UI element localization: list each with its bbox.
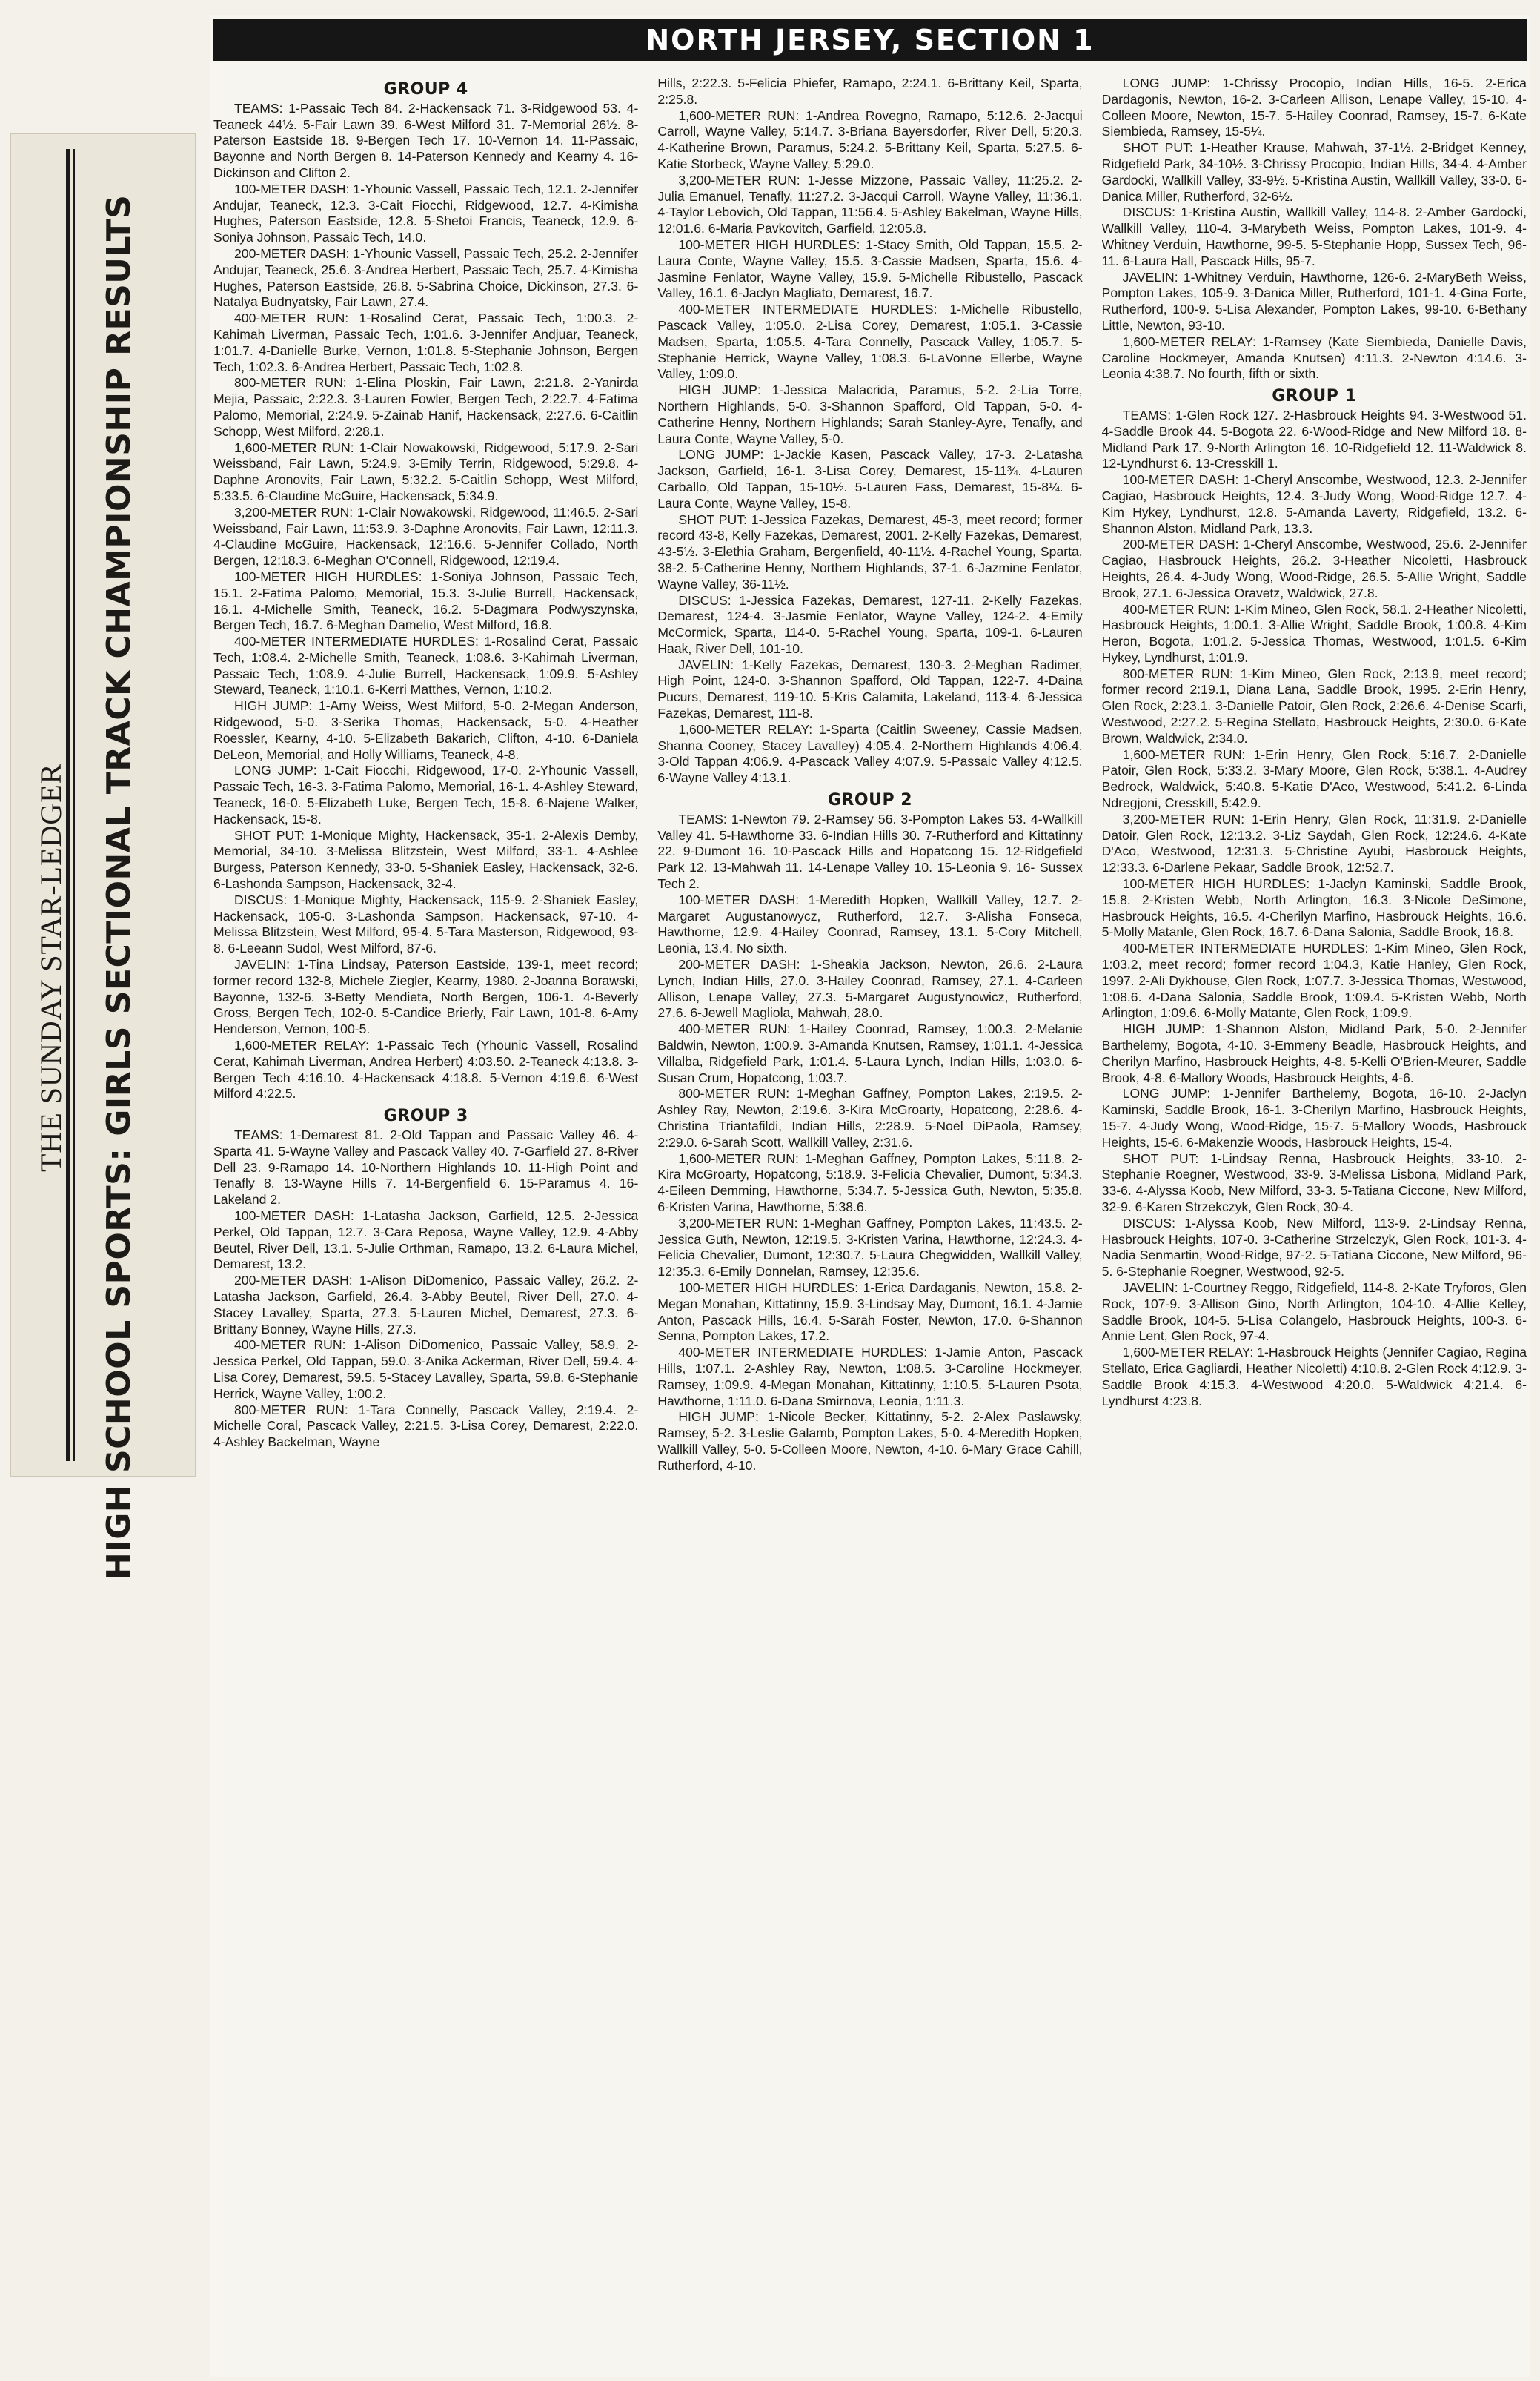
results-paragraph: HIGH JUMP: 1-Amy Weiss, West Milford, 5-0. 2-Megan Anderson, Ridgewood, 5-0. 3-Serika Thomas, Hackensack, 5-0. 4-Heather Roessler, Kearny, 4-10. 5-Elizabeth Bakarich, Clifton, 4-10. 6-Daniela DeLeon, Memorial, and Holly Williams, Teaneck, 4-8. <box>213 698 639 762</box>
section-banner: NORTH JERSEY, SECTION 1 <box>213 19 1527 61</box>
results-paragraph: 100-METER HIGH HURDLES: 1-Erica Dardaganis, Newton, 15.8. 2-Megan Monahan, Kittatinny, 15.9. 3-Lindsay May, Dumont, 16.1. 4-Jamie Anton, Pascack Hills, 16.4. 5-Sarah Foster, Newton, 17.0. 6-Shannon Senna, Pompton Lakes, 17.2. <box>657 1279 1083 1344</box>
results-paragraph: 1,600-METER RELAY: 1-Passaic Tech (Yhounic Vassell, Rosalind Cerat, Kahimah Liverman, Andrea Herbert) 4:03.50. 2-Teaneck 4:13.8. 3-Bergen Tech 4:16.10. 4-Hackensack 4:18.8. 5-Vernon 4:19.6. 6-West Milford 4:22.5. <box>213 1038 639 1102</box>
results-paragraph: 1,600-METER RUN: 1-Andrea Rovegno, Ramapo, 5:12.6. 2-Jacqui Carroll, Wayne Valley, 5:14.7. 3-Briana Bayersdorfer, River Dell, 5:20.3. 4-Katherine Brown, Paramus, 5:24.2. 5-Brittany Keil, Sparta, 5:27.5. 6-Katie Storbeck, Wayne Valley, 5:29.0. <box>657 107 1083 171</box>
results-paragraph: 400-METER INTERMEDIATE HURDLES: 1-Michelle Ribustello, Pascack Valley, 1:05.0. 2-Lisa Corey, Demarest, 1:05.1. 3-Cassie Madsen, Sparta, 1:05.5. 4-Tara Connelly, Pascack Valley, 1:05.7. 5-Stephanie Herrick, Wayne Valley, 1:08.3. 6-LaVonne Ellerbe, Wayne Valley, 1:09.0. <box>657 302 1083 382</box>
results-paragraph: 1,600-METER RUN: 1-Clair Nowakowski, Ridgewood, 5:17.9. 2-Sari Weissband, Fair Lawn, 5:24.9. 3-Emily Terrin, Ridgewood, 5:29.8. 4-Daphne Aronovits, Fair Lawn, 5:32.2. 5-Caitlin Schopp, West Milford, 5:33.5. 6-Claudine McGuire, Hackensack, 5:34.9. <box>213 440 639 503</box>
results-paragraph: 200-METER DASH: 1-Cheryl Anscombe, Westwood, 25.6. 2-Jennifer Cagiao, Hasbrouck Heights, 26.2. 3-Heather Nicoletti, Hasbrouck Heights, 26.4. 4-Judy Wong, Wood-Ridge, 26.5. 5-Allie Wright, Saddle Brook, 27.1. 6-Jessica Oravetz, Waldwick, 27.8. <box>1101 537 1527 600</box>
results-paragraph: TEAMS: 1-Demarest 81. 2-Old Tappan and Passaic Valley 46. 4-Sparta 41. 5-Wayne Valley and Pascack Valley 40. 7-Garfield 27. 8-River Dell 23. 9-Ramapo 14. 10-Northern Highlands 10. 11-High Point and Tenafly 8. 13-Wayne Hills 7. 14-Bergenfield 6. 15-Paramus 4. 16-Lakeland 2. <box>213 1127 639 1208</box>
results-paragraph: TEAMS: 1-Newton 79. 2-Ramsey 56. 3-Pompton Lakes 53. 4-Wallkill Valley 41. 5-Hawthorne 33. 6-Indian Hills 30. 7-Rutherford and Kittatinny 22. 9-Dumont 16. 10-Pascack Hills and Hopatcong 15. 12-Ridgefield Park 12. 13-Mahwah 11. 14-Lenape Valley 10. 15-Leonia 9. 16- Sussex Tech 2. <box>657 811 1083 892</box>
column-1 <box>213 76 638 2371</box>
results-paragraph: 1,600-METER RELAY: 1-Hasbrouck Heights (Jennifer Cagiao, Regina Stellato, Erica Gagliardi, Heather Nicoletti) 4:10.8. 2-Glen Rock 4:12.9. 3-Saddle Brook 4:15.3. 4-Westwood 4:20.0. 5-Waldwick 4:21.4. 6-Lyndhurst 4:23.8. <box>1101 1345 1527 1408</box>
results-paragraph: 200-METER DASH: 1-Sheakia Jackson, Newton, 26.6. 2-Laura Lynch, Indian Hills, 27.0. 3-Hailey Coonrad, Ramsey, 27.1. 4-Carleen Allison, Lenape Valley, 27.3. 5-Margaret Augustynowicz, Rutherford, 27.6. 6-Jewell Magliola, Mahwah, 28.0. <box>657 957 1083 1021</box>
results-paragraph: 400-METER INTERMEDIATE HURDLES: 1-Kim Mineo, Glen Rock, 1:03.2, meet record; former record 1:04.3, Katie Hanley, Glen Rock, 1997. 2-Ali Dykhouse, Glen Rock, 1:07.7. 3-Jessica Thomas, Westwood, 1:08.6. 4-Dana Salonia, Saddle Brook, 1:09.4. 5-Kristen Webb, North Arlington, 1:09.6. 6-Molly Matante, Glen Rock, 1:09.9. <box>1101 941 1527 1021</box>
group-2-heading: GROUP 2 <box>827 791 913 810</box>
results-paragraph: LONG JUMP: 1-Jennifer Barthelemy, Bogota, 16-10. 2-Jaclyn Kaminski, Saddle Brook, 16-1. 3-Cherilyn Marfino, Hasbrouck Heights, 15-7. 4-Judy Wong, Wood-Ridge, 15-7. 5-Mallory Woods, Hasbrouck Heights, 15-6. 6-Makenzie Woods, Hasbrouck Heights, 15-4. <box>1101 1086 1527 1150</box>
group-3-heading: GROUP 3 <box>383 1107 468 1126</box>
results-paragraph: SHOT PUT: 1-Heather Krause, Mahwah, 37-1½. 2-Bridget Kenney, Ridgefield Park, 34-10½. 3-Chrissy Procopio, Indian Hills, 34-4. 4-Amber Gardocki, Wallkill Valley, 33-9½. 5-Kristina Austin, Wallkill Valley, 33-0. 6-Danica Miller, Rutherford, 32-6½. <box>1101 140 1527 204</box>
results-paragraph: JAVELIN: 1-Whitney Verduin, Hawthorne, 126-6. 2-MaryBeth Weiss, Pompton Lakes, 105-9. 3-Danica Miller, Rutherford, 101-1. 4-Gina Forte, Rutherford, 100-9. 5-Lisa Alexander, Pompton Lakes, 99-10. 6-Bethany Little, Newton, 93-10. <box>1101 269 1527 333</box>
results-paragraph: 100-METER HIGH HURDLES: 1-Stacy Smith, Old Tappan, 15.5. 2-Laura Conte, Wayne Valley, 15.5. 3-Cassie Madsen, Sparta, 15.6. 4-Jasmine Fenlator, Wayne Valley, 15.9. 5-Michelle Ribustello, Pascack Valley, 16.1. 6-Jaclyn Magliato, Demarest, 16.7. <box>657 236 1083 301</box>
results-paragraph: SHOT PUT: 1-Monique Mighty, Hackensack, 35-1. 2-Alexis Demby, Memorial, 34-10. 3-Melissa Blitzstein, West Milford, 33-1. 4-Ashlee Burgess, Paterson Kennedy, 33-0. 5-Shaniek Easley, Hackensack, 32-6. 6-Lashonda Sampson, Hackensack, 32-4. <box>213 827 639 892</box>
column-3 <box>1102 76 1527 2371</box>
results-article <box>210 15 1530 2377</box>
results-paragraph: DISCUS: 1-Alyssa Koob, New Milford, 113-9. 2-Lindsay Renna, Hasbrouck Heights, 107-0. 3-Catherine Strzelczyk, Glen Rock, 101-3. 4-Nadia Senmartin, Wood-Ridge, 97-2. 5-Tatiana Ciccone, New Milford, 96-5. 6-Stephanie Roegner, Westwood, 92-5. <box>1101 1215 1527 1279</box>
results-paragraph: LONG JUMP: 1-Chrissy Procopio, Indian Hills, 16-5. 2-Erica Dardagonis, Newton, 16-2. 3-Carleen Allison, Lenape Valley, 15-10. 4-Colleen Moore, Newton, 15-7. 5-Hailey Coonrad, Ramsey, 15-7. 6-Kate Siembieda, Ramsey, 15-5¼. <box>1101 76 1527 139</box>
results-paragraph: 3,200-METER RUN: 1-Jesse Mizzone, Passaic Valley, 11:25.2. 2-Julia Emanuel, Tenafly, 11:27.2. 3-Jacqui Carroll, Wayne Valley, 11:36.1. 4-Taylor Lebovich, Old Tappan, 11:56.4. 5-Ashley Bakelman, Wayne Hills, 12:01.6. 6-Maria Pavkovitch, Garfield, 12:05.8. <box>657 172 1083 236</box>
results-paragraph: TEAMS: 1-Glen Rock 127. 2-Hasbrouck Heights 94. 3-Westwood 51. 4-Saddle Brook 44. 5-Bogota 22. 6-Wood-Ridge and New Milford 18. 8-Midland Park 17. 9-North Arlington 16. 10-Ridgefield 12. 11-Waldwick 8. 12-Lyndhurst 6. 13-Cresskill 1. <box>1101 407 1527 471</box>
results-paragraph: HIGH JUMP: 1-Jessica Malacrida, Paramus, 5-2. 2-Lia Torre, Northern Highlands, 5-0. 3-Shannon Spafford, Old Tappan, 5-0. 4-Catherine Henny, Northern Highlands; Sarah Stanley-Ayre, Tenafly, and Laura Conte, Wayne Valley, 5-0. <box>657 383 1083 446</box>
results-paragraph: 100-METER DASH: 1-Meredith Hopken, Wallkill Valley, 12.7. 2-Margaret Augustanowycz, Rutherford, 12.7. 3-Alisha Fonseca, Hawthorne, 12.9. 4-Hailey Coonrad, Ramsey, 13.1. 5-Cory Mitchell, Leonia, 13.4. No sixth. <box>657 892 1083 956</box>
results-paragraph: SHOT PUT: 1-Lindsay Renna, Hasbrouck Heights, 33-10. 2-Stephanie Roegner, Westwood, 33-9. 3-Melissa Lisbona, Midland Park, 33-6. 4-Alyssa Koob, New Milford, 33-3. 5-Tatiana Ciccone, New Milford, 32-9. 6-Karen Strzekczyk, Glen Rock, 30-4. <box>1101 1150 1527 1214</box>
group-1-heading: GROUP 1 <box>1272 387 1357 406</box>
section-headline: HIGH SCHOOL SPORTS: GIRLS SECTIONAL TRACK CHAMPIONSHIP RESULTS <box>100 194 138 1580</box>
results-paragraph: 400-METER RUN: 1-Alison DiDomenico, Passaic Valley, 58.9. 2-Jessica Perkel, Old Tappan, 59.0. 3-Anika Ackerman, River Dell, 59.4. 4-Lisa Corey, Demarest, 59.5. 5-Stacey Lavalley, Sparta, 59.8. 6-Stephanie Herrick, Wayne Valley, 1:00.2. <box>213 1337 639 1401</box>
results-paragraph: 3,200-METER RUN: 1-Erin Henry, Glen Rock, 11:31.9. 2-Danielle Datoir, Glen Rock, 12:13.2. 3-Liz Saydah, Glen Rock, 12:24.6. 4-Kate D'Aco, Westwood, 12:31.3. 5-Christine Ayubi, Hasbrouck Heights, 12:33.3. 6-Darlene Pekaar, Saddle Brook, 12:52.7. <box>1101 811 1527 875</box>
results-paragraph: JAVELIN: 1-Courtney Reggo, Ridgefield, 114-8. 2-Kate Tryforos, Glen Rock, 107-9. 3-Allison Gino, North Arlington, 104-10. 4-Allie Kelley, Saddle Brook, 104-5. 5-Lisa Colangelo, Hasbrouck Heights, 100-3. 6-Annie Lent, Glen Rock, 97-4. <box>1101 1279 1527 1344</box>
results-paragraph: LONG JUMP: 1-Jackie Kasen, Pascack Valley, 17-3. 2-Latasha Jackson, Garfield, 16-1. 3-Lisa Corey, Demarest, 15-11¾. 4-Lauren Carballo, Old Tappan, 15-10½. 5-Lauren Fass, Demarest, 15-8¼. 6-Laura Conte, Wayne Valley, 15-8. <box>657 447 1083 511</box>
results-paragraph: JAVELIN: 1-Kelly Fazekas, Demarest, 130-3. 2-Meghan Radimer, High Point, 124-0. 3-Shannon Spafford, Old Tappan, 122-7. 4-Daina Pucurs, Demarest, 119-10. 5-Kris Calamita, Lakeland, 113-4. 6-Jessica Fazekas, Demarest, 111-8. <box>657 657 1083 721</box>
results-paragraph: 400-METER RUN: 1-Rosalind Cerat, Passaic Tech, 1:00.3. 2-Kahimah Liverman, Passaic Tech, 1:01.6. 3-Jennifer Andjuar, Teaneck, 1:01.7. 4-Danielle Burke, Vernon, 1:01.8. 5-Stephanie Johnson, Bergen Tech, 1:02.3. 6-Andrea Herbert, Passaic Tech, 1:02.8. <box>213 311 639 374</box>
results-paragraph: Hills, 2:22.3. 5-Felicia Phiefer, Ramapo, 2:24.1. 6-Brittany Keil, Sparta, 2:25.8. <box>657 76 1083 107</box>
results-paragraph: 100-METER HIGH HURDLES: 1-Jaclyn Kaminski, Saddle Brook, 15.8. 2-Kristen Webb, North Arlington, 16.3. 3-Nicole DeSimone, Hasbrouck Heights, 16.5. 4-Cherilyn Marfino, Hasbrouck Heights, 16.6. 5-Molly Matanle, Glen Rock, 16.7. 6-Dana Salonia, Saddle Brook, 16.8. <box>1101 876 1527 940</box>
results-paragraph: 200-METER DASH: 1-Yhounic Vassell, Passaic Tech, 25.2. 2-Jennifer Andujar, Teaneck, 25.6. 3-Andrea Herbert, Passaic Tech, 25.7. 4-Kimisha Hughes, Paterson Eastside, 26.8. 5-Sabrina Choice, Dickinson, 27.3. 6-Natalya Budnyatsky, Fair Lawn, 27.4. <box>213 245 639 310</box>
results-paragraph: TEAMS: 1-Passaic Tech 84. 2-Hackensack 71. 3-Ridgewood 53. 4-Teaneck 44½. 5-Fair Lawn 39. 6-West Milford 31. 7-Memorial 26½. 8-Paterson Eastside 18. 9-Bergen Tech 17. 10-Vernon 14. 11-Passaic, Bayonne and North Bergen 8. 14-Paterson Kennedy and Kearny 4. 16-Dickinson and Clifton 2. <box>213 100 639 180</box>
vertical-rule-thin <box>73 149 75 1461</box>
results-paragraph: HIGH JUMP: 1-Shannon Alston, Midland Park, 5-0. 2-Jennifer Barthelemy, Bogota, 4-10. 3-Emmeny Beadle, Hasbrouck Heights, and Cherilyn Marfino, Hasbrouck Heights, 4-8. 5-Kelli O'Brien-Meurer, Saddle Brook, 4-8. 6-Mallory Woods, Hasbrouck Heights, 4-6. <box>1101 1021 1527 1085</box>
results-paragraph: DISCUS: 1-Monique Mighty, Hackensack, 115-9. 2-Shaniek Easley, Hackensack, 105-0. 3-Lashonda Sampson, Hackensack, 97-10. 4-Melissa Blitzstein, West Milford, 95-4. 5-Tara Masterson, Ridgewood, 93-8. 6-Leeann Sudol, West Milford, 87-6. <box>213 892 639 956</box>
results-paragraph: 1,600-METER RUN: 1-Meghan Gaffney, Pompton Lakes, 5:11.8. 2-Kira McGroarty, Hopatcong, 5:18.9. 3-Felicia Chevalier, Dumont, 5:34.3. 4-Eileen Demming, Hawthorne, 5:34.7. 5-Jessica Guth, Newton, 5:35.8. 6-Kristen Varina, Hawthorne, 5:38.6. <box>657 1150 1083 1214</box>
results-paragraph: 800-METER RUN: 1-Meghan Gaffney, Pompton Lakes, 2:19.5. 2-Ashley Ray, Newton, 2:19.6. 3-Kira McGroarty, Hopatcong, 2:28.6. 4-Christina Triantafildi, Indian Hills, 2:28.9. 5-Noel DiPaola, Ramsey, 2:29.0. 6-Sarah Scott, Wallkill Valley, 2:31.6. <box>657 1086 1083 1150</box>
results-paragraph: 3,200-METER RUN: 1-Meghan Gaffney, Pompton Lakes, 11:43.5. 2-Jessica Guth, Newton, 12:19.5. 3-Kristen Varina, Hawthorne, 12:24.3. 4-Felicia Chevalier, Dumont, 12:30.7. 5-Laura Chegwidden, Wallkill Valley, 12:35.3. 6-Emily Donnelan, Ramsey, 12:35.6. <box>657 1215 1083 1279</box>
results-columns <box>213 76 1527 2371</box>
results-paragraph: 100-METER HIGH HURDLES: 1-Soniya Johnson, Passaic Tech, 15.1. 2-Fatima Palomo, Memorial, 15.3. 3-Julie Burrell, Hackensack, 16.1. 4-Michelle Smith, Teaneck, 16.2. 5-Dagmara Podwyszynska, Bergen Tech, 16.7. 6-Meghan Damelio, West Milford, 16.8. <box>213 569 639 633</box>
results-paragraph: 1,600-METER RELAY: 1-Ramsey (Kate Siembieda, Danielle Davis, Caroline Hockmeyer, Amanda Knutsen) 4:11.3. 2-Newton 4:14.6. 3-Leonia 4:38.7. No fourth, fifth or sixth. <box>1101 334 1527 382</box>
newspaper-name: THE SUNDAY STAR-LEDGER <box>34 763 67 1172</box>
results-paragraph: 400-METER INTERMEDIATE HURDLES: 1-Rosalind Cerat, Passaic Tech, 1:08.4. 2-Michelle Smith, Teaneck, 1:08.6. 3-Kahimah Liverman, Passaic Tech, 1:08.9. 4-Julie Burrell, Hackensack, 1:09.9. 5-Ashley Steward, Teaneck, 1:10.1. 6-Kerri Matthes, Vernon, 1:10.2. <box>213 634 639 698</box>
column-2 <box>657 76 1082 2371</box>
results-paragraph: DISCUS: 1-Kristina Austin, Wallkill Valley, 114-8. 2-Amber Gardocki, Wallkill Valley, 110-4. 3-Marybeth Weiss, Pompton Lakes, 101-9. 4-Whitney Verduin, Hawthorne, 99-5. 5-Stephanie Hopp, Sussex Tech, 96-11. 6-Laura Hall, Pascack Hills, 95-7. <box>1101 205 1527 268</box>
results-paragraph: 800-METER RUN: 1-Elina Ploskin, Fair Lawn, 2:21.8. 2-Yanirda Mejia, Passaic, 2:22.3. 3-Lauren Fowler, Bergen Tech, 2:22.7. 4-Fatima Palomo, Memorial, 2:24.9. 5-Zainab Hanif, Hackensack, 2:27.6. 6-Caitlin Schopp, West Milford, 2:28.1. <box>213 375 639 439</box>
results-paragraph: 800-METER RUN: 1-Kim Mineo, Glen Rock, 2:13.9, meet record; former record 2:19.1, Diana Lana, Saddle Brook, 1995. 2-Erin Henry, Glen Rock, 2:23.1. 3-Danielle Patoir, Glen Rock, 2:26.6. 4-Denise Scarfi, Westwood, 2:27.2. 5-Regina Stellato, Hasbrouck Heights, 2:30.0. 6-Kate Brown, Waldwick, 2:34.0. <box>1101 666 1527 746</box>
results-paragraph: 400-METER INTERMEDIATE HURDLES: 1-Jamie Anton, Pascack Hills, 1:07.1. 2-Ashley Ray, Newton, 1:08.5. 3-Caroline Hockmeyer, Ramsey, 1:09.9. 4-Megan Monahan, Kittatinny, 1:10.5. 5-Lauren Psota, Hawthorne, 1:11.0. 6-Dana Smirnova, Leonia, 1:11.3. <box>657 1345 1083 1408</box>
results-paragraph: 3,200-METER RUN: 1-Clair Nowakowski, Ridgewood, 11:46.5. 2-Sari Weissband, Fair Lawn, 11:53.9. 3-Daphne Aronovits, Fair Lawn, 12:11.3. 4-Claudine McGuire, Hackensack, 12:16.6. 5-Jennifer Collado, North Bergen, 12:18.3. 6-Meghan O'Connell, Ridgewood, 12:19.4. <box>213 504 639 569</box>
results-paragraph: 100-METER DASH: 1-Cheryl Anscombe, Westwood, 12.3. 2-Jennifer Cagiao, Hasbrouck Heights, 12.4. 3-Judy Wong, Wood-Ridge 12.7. 4-Kim Hykey, Lyndhurst, 12.8. 5-Amanda Laverty, Ridgefield, 13.2. 6-Shannon Alston, Midland Park, 13.3. <box>1101 472 1527 536</box>
results-paragraph: 200-METER DASH: 1-Alison DiDomenico, Passaic Valley, 26.2. 2-Latasha Jackson, Garfield, 26.4. 3-Abby Beutel, River Dell, 27.0. 4-Stacey Lavalley, Sparta, 27.3. 5-Lauren Michel, Demarest, 27.3. 6-Brittany Bonney, Wayne Hills, 27.3. <box>213 1273 639 1337</box>
results-paragraph: JAVELIN: 1-Tina Lindsay, Paterson Eastside, 139-1, meet record; former record 132-8, Michele Ziegler, Kearny, 1980. 2-Joanna Borawski, Bayonne, 132-6. 3-Betty Mendieta, North Bergen, 106-1. 4-Beverly Gross, Bergen Tech, 102-0. 5-Candice Brierly, Fair Lawn, 101-8. 6-Amy Henderson, Vernon, 100-5. <box>213 957 639 1037</box>
results-paragraph: 1,600-METER RUN: 1-Erin Henry, Glen Rock, 5:16.7. 2-Danielle Patoir, Glen Rock, 5:33.2. 3-Mary Moore, Glen Rock, 5:38.1. 4-Audrey Bedrock, Waldwick, 5:40.8. 5-Katie D'Aco, Westwood, 5:41.2. 6-Linda Ndregjoni, Cresskill, 5:42.9. <box>1101 746 1527 811</box>
results-paragraph: LONG JUMP: 1-Cait Fiocchi, Ridgewood, 17-0. 2-Yhounic Vassell, Passaic Tech, 16-3. 3-Fatima Palomo, Memorial, 16-1. 4-Ashley Steward, Teaneck, 16-0. 5-Elizabeth Luke, Bergen Tech, 15-8. 6-Najene Walker, Hackensack, 15-8. <box>213 763 639 827</box>
results-paragraph: 100-METER DASH: 1-Latasha Jackson, Garfield, 12.5. 2-Jessica Perkel, Old Tappan, 12.7. 3-Cara Reposa, Wayne Valley, 12.9. 4-Abby Beutel, River Dell, 13.1. 5-Julie Orthman, Ramapo, 13.2. 6-Laura Michel, Demarest, 13.2. <box>213 1208 639 1272</box>
side-label-strip <box>10 133 196 1580</box>
results-paragraph: 400-METER RUN: 1-Kim Mineo, Glen Rock, 58.1. 2-Heather Nicoletti, Hasbrouck Heights, 1:00.1. 3-Allie Wright, Saddle Brook, 1:00.8. 4-Kim Heron, Bogota, 1:01.2. 5-Jessica Thomas, Westwood, 1:01.5. 6-Kim Hykey, Lyndhurst, 1:01.9. <box>1101 601 1527 665</box>
results-paragraph: DISCUS: 1-Jessica Fazekas, Demarest, 127-11. 2-Kelly Fazekas, Demarest, 124-4. 3-Jasmie Fenlator, Wayne Valley, 124-2. 4-Emily McCormick, Sparta, 114-0. 5-Rachel Young, Sparta, 109-1. 6-Lauren Haak, River Dell, 101-10. <box>657 592 1083 656</box>
results-paragraph: 100-METER DASH: 1-Yhounic Vassell, Passaic Tech, 12.1. 2-Jennifer Andujar, Teaneck, 12.3. 3-Cait Fiocchi, Ridgewood, 12.7. 4-Kimisha Hughes, Paterson Eastside, 12.8. 5-Shetoi Francis, Teaneck, 12.9. 6-Soniya Johnson, Passaic Tech, 14.0. <box>213 181 639 245</box>
results-paragraph: 400-METER RUN: 1-Hailey Coonrad, Ramsey, 1:00.3. 2-Melanie Baldwin, Newton, 1:00.9. 3-Amanda Knutsen, Ramsey, 1:01.1. 4-Jessica Villalba, Ridgefield Park, 1:01.4. 5-Laura Lynch, Indian Hills, 1:03.0. 6-Susan Crum, Hopatcong, 1:03.7. <box>657 1021 1083 1085</box>
results-paragraph: 800-METER RUN: 1-Tara Connelly, Pascack Valley, 2:19.4. 2-Michelle Coral, Pascack Valley, 2:21.5. 3-Lisa Corey, Demarest, 2:22.0. 4-Ashley Backelman, Wayne <box>213 1402 639 1450</box>
results-paragraph: HIGH JUMP: 1-Nicole Becker, Kittatinny, 5-2. 2-Alex Paslawsky, Ramsey, 5-2. 3-Leslie Galamb, Pompton Lakes, 5-0. 4-Meredith Hopken, Wallkill Valley, 5-0. 5-Colleen Moore, Newton, 4-10. 6-Mary Grace Cahill, Rutherford, 4-10. <box>657 1409 1083 1473</box>
results-paragraph: 1,600-METER RELAY: 1-Sparta (Caitlin Sweeney, Cassie Madsen, Shanna Cooney, Stacey Lavalley) 4:05.4. 2-Northern Highlands 4:06.4. 3-Old Tappan 4:06.9. 4-Pascack Valley 4:07.9. 5-Passaic Valley 4:12.5. 6-Wayne Valley 4:13.1. <box>657 721 1083 786</box>
results-paragraph: SHOT PUT: 1-Jessica Fazekas, Demarest, 45-3, meet record; former record 43-8, Kelly Fazekas, Demarest, 2001. 2-Kelly Fazekas, Demarest, 43-5½. 3-Elethia Graham, Bergenfield, 40-11½. 4-Rachel Young, Sparta, 38-2. 5-Catherine Henny, Northern Highlands, 37-1. 6-Jazmine Fenlator, Wayne Valley, 36-11½. <box>657 511 1083 592</box>
group-4-heading: GROUP 4 <box>383 80 468 99</box>
